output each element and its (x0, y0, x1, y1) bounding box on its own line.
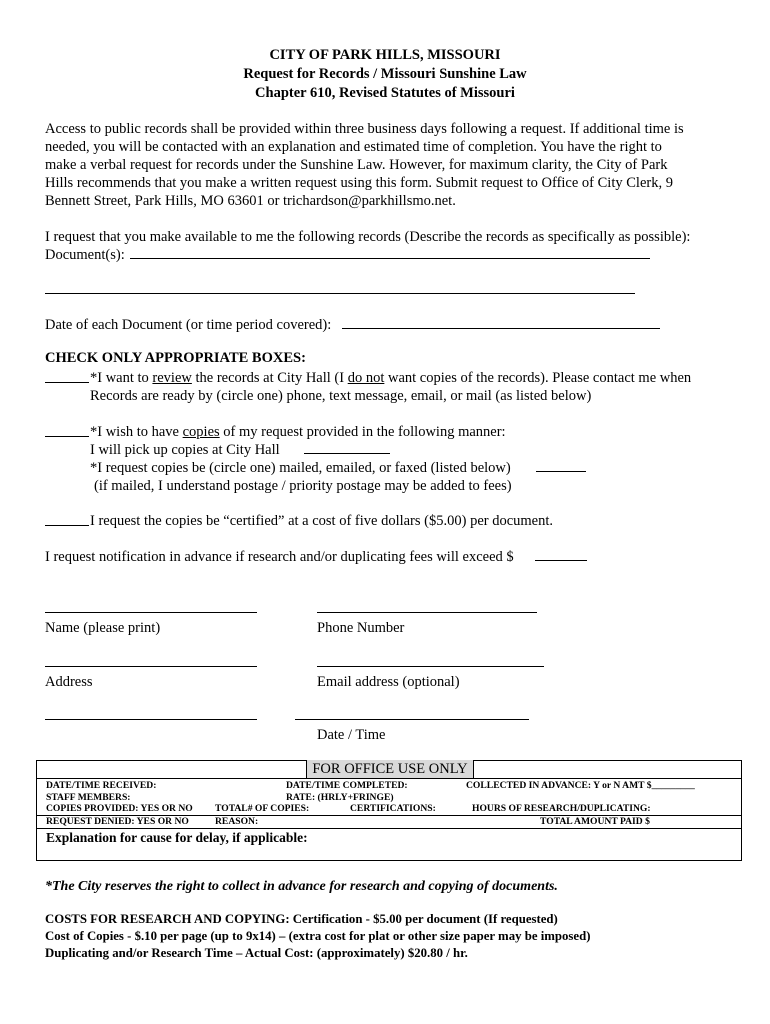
postage-note: (if mailed, I understand postage / priority postage may be added to fees) (94, 478, 512, 494)
rate-label: RATE: (HRLY+FRINGE) (286, 792, 394, 803)
certifications-label: CERTIFICATIONS: (350, 803, 436, 814)
review-checkbox[interactable] (45, 382, 89, 383)
copies-checkbox[interactable] (45, 436, 89, 437)
review-option-line-2: Records are ready by (circle one) phone, text message, email, or mail (as listed below) (90, 388, 592, 404)
email-field[interactable] (317, 666, 544, 667)
office-divider-3 (37, 828, 741, 829)
reserve-note: *The City reserves the right to collect in advance for research and copying of documents. (45, 879, 558, 894)
review-option: *I want to review the records at City Hall (I do not want copies of the records). Please contact me when (90, 370, 692, 386)
certified-checkbox[interactable] (45, 525, 89, 526)
certified-option: I request the copies be “certified” at a cost of five dollars ($5.00) per document. (90, 513, 554, 529)
intro-line-1: Access to public records shall be provided within three business days following a request. If additional time is (45, 121, 684, 137)
form-statute: Chapter 610, Revised Statutes of Missouri (255, 85, 515, 101)
explanation-label: Explanation for cause for delay, if applicable: (46, 830, 308, 845)
denied-label: REQUEST DENIED: YES OR NO (46, 816, 189, 827)
pickup-field[interactable] (304, 453, 390, 454)
copies-provided-label: COPIES PROVIDED: YES OR NO (46, 803, 193, 814)
phone-label: Phone Number (317, 620, 405, 636)
costs-line-3: Duplicating and/or Research Time – Actual Cost: (approximately) $20.80 / hr. (45, 946, 468, 960)
form-subtitle: Request for Records / Missouri Sunshine Law (243, 66, 527, 82)
address-label: Address (45, 674, 93, 690)
office-use-title: FOR OFFICE USE ONLY (306, 760, 474, 778)
date-covered-label: Date of each Document (or time period covered): (45, 317, 332, 333)
mailed-field[interactable] (536, 471, 586, 472)
signature-field[interactable] (45, 719, 257, 720)
total-copies-label: TOTAL# OF COPIES: (215, 803, 310, 814)
notify-amount-field[interactable] (535, 560, 587, 561)
total-paid-label: TOTAL AMOUNT PAID $ (540, 816, 650, 827)
name-label: Name (please print) (45, 620, 161, 636)
name-field[interactable] (45, 612, 257, 613)
address-field[interactable] (45, 666, 257, 667)
date-covered-field[interactable] (342, 328, 660, 329)
reason-label: REASON: (215, 816, 259, 827)
documents-field[interactable] (130, 258, 650, 259)
intro-line-2: needed, you will be contacted with an explanation and estimated time of completion. You have the right to (45, 139, 662, 155)
intro-line-3: make a verbal request for records under the Sunshine Law. However, for maximum clarity, the City of Park (45, 157, 668, 173)
form-title: CITY OF PARK HILLS, MISSOURI (269, 47, 501, 63)
date-time-field[interactable] (295, 719, 529, 720)
intro-line-4: Hills recommends that you make a written request using this form. Submit request to Office of City Clerk, 9 (45, 175, 673, 191)
mailed-option: *I request copies be (circle one) mailed, emailed, or faxed (listed below) (90, 460, 511, 476)
costs-line-1: COSTS FOR RESEARCH AND COPYING: Certification - $5.00 per document (If requested) (45, 912, 558, 926)
costs-line-2: Cost of Copies - $.10 per page (up to 9x14) – (extra cost for plat or other size paper may be imposed) (45, 929, 591, 943)
hours-label: HOURS OF RESEARCH/DUPLICATING: (472, 803, 651, 814)
check-boxes-heading: CHECK ONLY APPROPRIATE BOXES: (45, 350, 306, 366)
phone-field[interactable] (317, 612, 537, 613)
notify-label: I request notification in advance if research and/or duplicating fees will exceed $ (45, 549, 514, 565)
collected-label: COLLECTED IN ADVANCE: Y or N AMT $_________ (466, 780, 695, 791)
pickup-option: I will pick up copies at City Hall (90, 442, 280, 458)
documents-field-2[interactable] (45, 293, 635, 294)
request-line: I request that you make available to me the following records (Describe the records as specifically as possible): (45, 229, 691, 245)
copies-option: *I wish to have copies of my request provided in the following manner: (90, 424, 506, 440)
completed-label: DATE/TIME COMPLETED: (286, 780, 408, 791)
office-divider-1 (37, 778, 741, 779)
date-time-label: Date / Time (317, 727, 386, 743)
received-label: DATE/TIME RECEIVED: (46, 780, 157, 791)
email-label: Email address (optional) (317, 674, 460, 690)
intro-line-5: Bennett Street, Park Hills, MO 63601 or trichardson@parkhillsmo.net. (45, 193, 456, 209)
staff-label: STAFF MEMBERS: (46, 792, 131, 803)
documents-label: Document(s): (45, 247, 125, 263)
